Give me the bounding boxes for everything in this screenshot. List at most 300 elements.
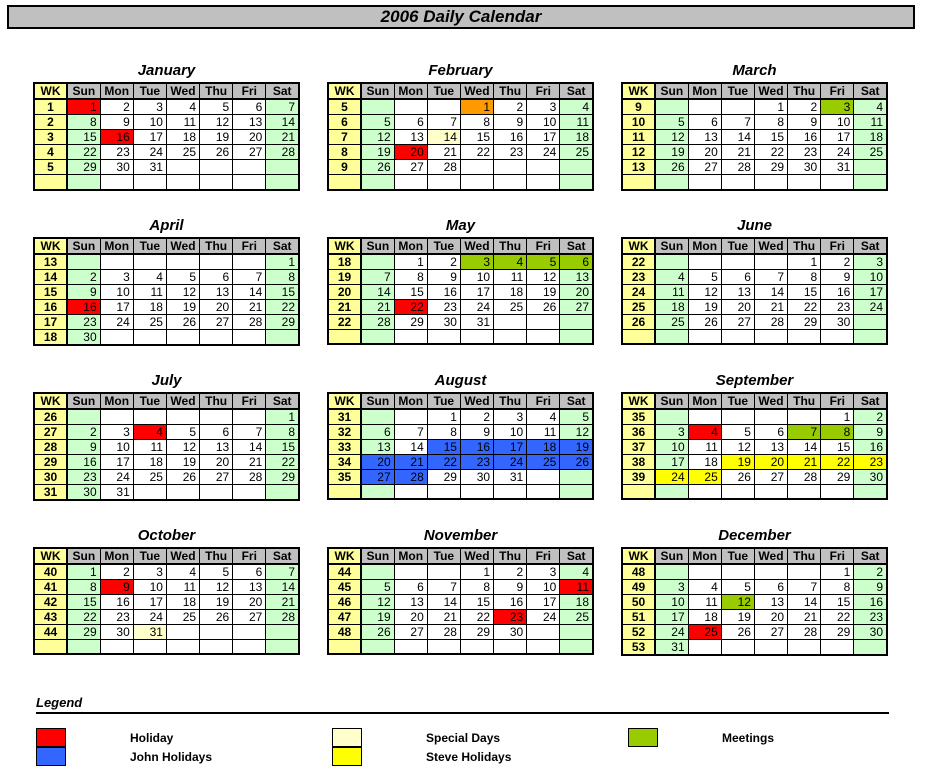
day-cell[interactable]: 2 — [67, 424, 100, 439]
day-cell[interactable]: 28 — [754, 314, 787, 329]
day-cell[interactable]: 21 — [233, 299, 266, 314]
day-cell[interactable] — [67, 254, 100, 270]
day-cell[interactable]: 27 — [394, 624, 427, 639]
day-cell[interactable]: 23 — [67, 469, 100, 484]
day-cell[interactable]: 24 — [821, 145, 854, 160]
day-cell[interactable]: 7 — [266, 564, 299, 580]
day-cell[interactable] — [67, 409, 100, 425]
day-cell[interactable] — [527, 484, 560, 499]
day-cell[interactable]: 27 — [394, 160, 427, 175]
day-cell[interactable] — [655, 254, 688, 270]
day-cell[interactable]: 23 — [67, 314, 100, 329]
day-cell[interactable]: 15 — [394, 284, 427, 299]
day-cell[interactable]: 18 — [166, 130, 199, 145]
day-cell[interactable]: 22 — [460, 145, 493, 160]
day-cell[interactable] — [266, 484, 299, 500]
day-cell[interactable]: 18 — [133, 299, 166, 314]
day-cell[interactable] — [494, 484, 527, 499]
day-cell[interactable]: 8 — [821, 424, 854, 439]
day-cell[interactable]: 1 — [266, 409, 299, 425]
day-cell[interactable]: 28 — [266, 609, 299, 624]
day-cell[interactable]: 28 — [788, 624, 821, 639]
day-cell[interactable] — [361, 99, 394, 115]
day-cell[interactable]: 4 — [527, 409, 560, 425]
day-cell[interactable]: 13 — [754, 594, 787, 609]
day-cell[interactable]: 19 — [361, 609, 394, 624]
day-cell[interactable] — [67, 175, 100, 190]
day-cell[interactable]: 12 — [200, 579, 233, 594]
day-cell[interactable] — [361, 484, 394, 499]
day-cell[interactable]: 7 — [233, 269, 266, 284]
day-cell[interactable]: 17 — [821, 130, 854, 145]
day-cell[interactable]: 13 — [233, 579, 266, 594]
day-cell[interactable]: 19 — [655, 145, 688, 160]
day-cell[interactable]: 16 — [854, 594, 887, 609]
day-cell[interactable]: 28 — [394, 469, 427, 484]
day-cell[interactable]: 19 — [721, 609, 754, 624]
day-cell[interactable]: 7 — [721, 115, 754, 130]
day-cell[interactable]: 17 — [854, 284, 887, 299]
day-cell[interactable]: 28 — [266, 145, 299, 160]
day-cell[interactable] — [754, 484, 787, 499]
day-cell[interactable] — [266, 175, 299, 190]
day-cell[interactable]: 14 — [788, 439, 821, 454]
day-cell[interactable]: 6 — [394, 115, 427, 130]
day-cell[interactable]: 2 — [854, 564, 887, 580]
day-cell[interactable]: 27 — [233, 145, 266, 160]
day-cell[interactable]: 28 — [427, 160, 460, 175]
day-cell[interactable] — [560, 469, 593, 484]
day-cell[interactable] — [233, 484, 266, 500]
day-cell[interactable]: 3 — [100, 424, 133, 439]
day-cell[interactable]: 31 — [655, 639, 688, 655]
day-cell[interactable]: 8 — [67, 115, 100, 130]
day-cell[interactable]: 4 — [688, 424, 721, 439]
day-cell[interactable] — [361, 254, 394, 270]
day-cell[interactable]: 1 — [460, 99, 493, 115]
day-cell[interactable]: 31 — [821, 160, 854, 175]
day-cell[interactable]: 21 — [788, 454, 821, 469]
day-cell[interactable]: 25 — [527, 454, 560, 469]
day-cell[interactable]: 26 — [721, 469, 754, 484]
day-cell[interactable]: 31 — [133, 624, 166, 639]
day-cell[interactable]: 26 — [688, 314, 721, 329]
day-cell[interactable] — [788, 409, 821, 425]
day-cell[interactable]: 6 — [688, 115, 721, 130]
day-cell[interactable]: 4 — [688, 579, 721, 594]
day-cell[interactable]: 21 — [721, 145, 754, 160]
day-cell[interactable]: 29 — [394, 314, 427, 329]
day-cell[interactable]: 7 — [233, 424, 266, 439]
day-cell[interactable]: 16 — [854, 439, 887, 454]
day-cell[interactable]: 10 — [494, 424, 527, 439]
day-cell[interactable]: 25 — [854, 145, 887, 160]
day-cell[interactable] — [166, 484, 199, 500]
day-cell[interactable]: 7 — [788, 579, 821, 594]
day-cell[interactable] — [361, 639, 394, 654]
day-cell[interactable] — [133, 329, 166, 345]
day-cell[interactable]: 21 — [361, 299, 394, 314]
day-cell[interactable]: 15 — [754, 130, 787, 145]
day-cell[interactable]: 16 — [67, 299, 100, 314]
day-cell[interactable]: 27 — [361, 469, 394, 484]
day-cell[interactable]: 26 — [361, 160, 394, 175]
day-cell[interactable]: 21 — [788, 609, 821, 624]
day-cell[interactable]: 23 — [854, 454, 887, 469]
day-cell[interactable]: 9 — [460, 424, 493, 439]
day-cell[interactable]: 20 — [560, 284, 593, 299]
day-cell[interactable]: 14 — [233, 284, 266, 299]
day-cell[interactable] — [200, 484, 233, 500]
day-cell[interactable]: 18 — [854, 130, 887, 145]
day-cell[interactable]: 4 — [494, 254, 527, 270]
day-cell[interactable]: 2 — [100, 564, 133, 580]
day-cell[interactable]: 1 — [67, 99, 100, 115]
day-cell[interactable]: 8 — [821, 579, 854, 594]
day-cell[interactable] — [721, 99, 754, 115]
day-cell[interactable]: 26 — [166, 469, 199, 484]
day-cell[interactable]: 30 — [100, 624, 133, 639]
day-cell[interactable]: 10 — [133, 115, 166, 130]
day-cell[interactable]: 13 — [394, 130, 427, 145]
day-cell[interactable] — [133, 639, 166, 654]
day-cell[interactable]: 2 — [821, 254, 854, 270]
day-cell[interactable]: 24 — [100, 469, 133, 484]
day-cell[interactable] — [200, 175, 233, 190]
day-cell[interactable] — [427, 639, 460, 654]
day-cell[interactable]: 12 — [721, 594, 754, 609]
day-cell[interactable]: 9 — [427, 269, 460, 284]
day-cell[interactable]: 5 — [200, 99, 233, 115]
day-cell[interactable]: 19 — [361, 145, 394, 160]
day-cell[interactable] — [854, 314, 887, 329]
day-cell[interactable]: 9 — [821, 269, 854, 284]
day-cell[interactable]: 25 — [166, 145, 199, 160]
day-cell[interactable] — [394, 175, 427, 190]
day-cell[interactable]: 3 — [494, 409, 527, 425]
day-cell[interactable]: 15 — [460, 130, 493, 145]
day-cell[interactable]: 11 — [688, 594, 721, 609]
day-cell[interactable]: 20 — [361, 454, 394, 469]
day-cell[interactable] — [655, 484, 688, 499]
day-cell[interactable]: 22 — [266, 454, 299, 469]
day-cell[interactable] — [361, 564, 394, 580]
day-cell[interactable]: 25 — [655, 314, 688, 329]
day-cell[interactable]: 23 — [100, 609, 133, 624]
day-cell[interactable]: 26 — [655, 160, 688, 175]
day-cell[interactable]: 30 — [100, 160, 133, 175]
day-cell[interactable]: 12 — [655, 130, 688, 145]
day-cell[interactable] — [394, 484, 427, 499]
day-cell[interactable] — [721, 175, 754, 190]
day-cell[interactable]: 20 — [200, 454, 233, 469]
day-cell[interactable]: 10 — [655, 439, 688, 454]
day-cell[interactable]: 26 — [527, 299, 560, 314]
day-cell[interactable]: 18 — [560, 594, 593, 609]
day-cell[interactable]: 15 — [427, 439, 460, 454]
day-cell[interactable]: 13 — [200, 284, 233, 299]
day-cell[interactable] — [100, 409, 133, 425]
day-cell[interactable] — [655, 99, 688, 115]
day-cell[interactable]: 7 — [361, 269, 394, 284]
day-cell[interactable]: 8 — [266, 424, 299, 439]
day-cell[interactable]: 8 — [754, 115, 787, 130]
day-cell[interactable] — [394, 564, 427, 580]
day-cell[interactable]: 13 — [754, 439, 787, 454]
day-cell[interactable] — [133, 409, 166, 425]
day-cell[interactable]: 9 — [494, 115, 527, 130]
day-cell[interactable]: 8 — [266, 269, 299, 284]
day-cell[interactable]: 11 — [688, 439, 721, 454]
day-cell[interactable]: 23 — [460, 454, 493, 469]
day-cell[interactable] — [754, 329, 787, 344]
day-cell[interactable]: 3 — [133, 564, 166, 580]
day-cell[interactable] — [200, 329, 233, 345]
day-cell[interactable]: 12 — [721, 439, 754, 454]
day-cell[interactable]: 29 — [67, 160, 100, 175]
day-cell[interactable]: 1 — [427, 409, 460, 425]
day-cell[interactable]: 4 — [560, 99, 593, 115]
day-cell[interactable]: 24 — [100, 314, 133, 329]
day-cell[interactable] — [655, 409, 688, 425]
day-cell[interactable]: 20 — [721, 299, 754, 314]
day-cell[interactable]: 30 — [427, 314, 460, 329]
day-cell[interactable] — [721, 484, 754, 499]
day-cell[interactable]: 19 — [688, 299, 721, 314]
day-cell[interactable] — [721, 409, 754, 425]
day-cell[interactable] — [688, 254, 721, 270]
day-cell[interactable]: 12 — [688, 284, 721, 299]
day-cell[interactable]: 27 — [200, 314, 233, 329]
day-cell[interactable]: 1 — [394, 254, 427, 270]
day-cell[interactable]: 6 — [233, 564, 266, 580]
day-cell[interactable] — [361, 329, 394, 344]
day-cell[interactable]: 16 — [100, 130, 133, 145]
day-cell[interactable]: 27 — [754, 624, 787, 639]
day-cell[interactable]: 20 — [233, 594, 266, 609]
day-cell[interactable]: 11 — [166, 579, 199, 594]
day-cell[interactable]: 24 — [854, 299, 887, 314]
day-cell[interactable] — [527, 314, 560, 329]
day-cell[interactable]: 6 — [754, 579, 787, 594]
day-cell[interactable] — [821, 329, 854, 344]
day-cell[interactable]: 9 — [100, 115, 133, 130]
day-cell[interactable]: 21 — [427, 145, 460, 160]
day-cell[interactable] — [100, 639, 133, 654]
day-cell[interactable] — [788, 175, 821, 190]
day-cell[interactable]: 8 — [460, 115, 493, 130]
day-cell[interactable]: 25 — [688, 624, 721, 639]
day-cell[interactable]: 13 — [200, 439, 233, 454]
day-cell[interactable]: 3 — [821, 99, 854, 115]
day-cell[interactable] — [560, 329, 593, 344]
day-cell[interactable]: 4 — [560, 564, 593, 580]
day-cell[interactable] — [233, 409, 266, 425]
day-cell[interactable]: 6 — [361, 424, 394, 439]
day-cell[interactable] — [854, 160, 887, 175]
day-cell[interactable]: 16 — [821, 284, 854, 299]
day-cell[interactable]: 23 — [494, 145, 527, 160]
day-cell[interactable] — [460, 329, 493, 344]
day-cell[interactable]: 2 — [67, 269, 100, 284]
day-cell[interactable] — [100, 329, 133, 345]
day-cell[interactable]: 28 — [721, 160, 754, 175]
day-cell[interactable] — [266, 624, 299, 639]
day-cell[interactable]: 11 — [560, 115, 593, 130]
day-cell[interactable]: 24 — [655, 469, 688, 484]
day-cell[interactable]: 10 — [133, 579, 166, 594]
day-cell[interactable] — [233, 639, 266, 654]
day-cell[interactable]: 29 — [821, 469, 854, 484]
day-cell[interactable]: 28 — [361, 314, 394, 329]
day-cell[interactable]: 24 — [133, 145, 166, 160]
day-cell[interactable] — [233, 329, 266, 345]
day-cell[interactable] — [233, 254, 266, 270]
day-cell[interactable] — [166, 254, 199, 270]
day-cell[interactable] — [494, 329, 527, 344]
day-cell[interactable]: 31 — [100, 484, 133, 500]
day-cell[interactable]: 11 — [527, 424, 560, 439]
day-cell[interactable]: 16 — [100, 594, 133, 609]
day-cell[interactable]: 29 — [427, 469, 460, 484]
day-cell[interactable]: 21 — [394, 454, 427, 469]
day-cell[interactable]: 2 — [427, 254, 460, 270]
day-cell[interactable]: 30 — [854, 624, 887, 639]
day-cell[interactable]: 5 — [166, 269, 199, 284]
day-cell[interactable] — [655, 175, 688, 190]
day-cell[interactable]: 6 — [394, 579, 427, 594]
day-cell[interactable]: 3 — [133, 99, 166, 115]
day-cell[interactable]: 29 — [460, 624, 493, 639]
day-cell[interactable]: 2 — [100, 99, 133, 115]
day-cell[interactable]: 5 — [655, 115, 688, 130]
day-cell[interactable] — [166, 624, 199, 639]
day-cell[interactable]: 14 — [361, 284, 394, 299]
day-cell[interactable]: 19 — [166, 454, 199, 469]
day-cell[interactable]: 9 — [854, 424, 887, 439]
day-cell[interactable] — [560, 484, 593, 499]
day-cell[interactable] — [361, 409, 394, 425]
day-cell[interactable]: 27 — [233, 609, 266, 624]
day-cell[interactable]: 17 — [460, 284, 493, 299]
day-cell[interactable] — [527, 175, 560, 190]
day-cell[interactable]: 5 — [361, 115, 394, 130]
day-cell[interactable]: 4 — [166, 99, 199, 115]
day-cell[interactable]: 20 — [233, 130, 266, 145]
day-cell[interactable]: 26 — [200, 609, 233, 624]
day-cell[interactable]: 15 — [821, 594, 854, 609]
day-cell[interactable] — [233, 624, 266, 639]
day-cell[interactable]: 15 — [821, 439, 854, 454]
day-cell[interactable]: 7 — [788, 424, 821, 439]
day-cell[interactable]: 5 — [560, 409, 593, 425]
day-cell[interactable]: 6 — [200, 424, 233, 439]
day-cell[interactable]: 22 — [821, 454, 854, 469]
day-cell[interactable] — [721, 639, 754, 655]
day-cell[interactable] — [394, 329, 427, 344]
day-cell[interactable] — [166, 639, 199, 654]
day-cell[interactable] — [788, 639, 821, 655]
day-cell[interactable]: 4 — [854, 99, 887, 115]
day-cell[interactable]: 22 — [67, 609, 100, 624]
day-cell[interactable]: 24 — [460, 299, 493, 314]
day-cell[interactable]: 27 — [721, 314, 754, 329]
day-cell[interactable]: 11 — [166, 115, 199, 130]
day-cell[interactable]: 18 — [133, 454, 166, 469]
day-cell[interactable]: 5 — [721, 424, 754, 439]
day-cell[interactable]: 30 — [788, 160, 821, 175]
day-cell[interactable]: 11 — [494, 269, 527, 284]
day-cell[interactable] — [560, 624, 593, 639]
day-cell[interactable]: 11 — [133, 439, 166, 454]
day-cell[interactable]: 30 — [494, 624, 527, 639]
day-cell[interactable]: 5 — [688, 269, 721, 284]
day-cell[interactable] — [688, 329, 721, 344]
day-cell[interactable]: 19 — [721, 454, 754, 469]
day-cell[interactable]: 9 — [100, 579, 133, 594]
day-cell[interactable]: 5 — [721, 579, 754, 594]
day-cell[interactable] — [200, 160, 233, 175]
day-cell[interactable] — [100, 254, 133, 270]
day-cell[interactable]: 16 — [427, 284, 460, 299]
day-cell[interactable]: 19 — [200, 130, 233, 145]
day-cell[interactable] — [427, 175, 460, 190]
day-cell[interactable] — [560, 314, 593, 329]
day-cell[interactable] — [655, 329, 688, 344]
day-cell[interactable] — [821, 639, 854, 655]
day-cell[interactable]: 30 — [854, 469, 887, 484]
day-cell[interactable]: 29 — [788, 314, 821, 329]
day-cell[interactable] — [266, 329, 299, 345]
day-cell[interactable]: 31 — [494, 469, 527, 484]
day-cell[interactable]: 17 — [655, 609, 688, 624]
day-cell[interactable]: 15 — [460, 594, 493, 609]
day-cell[interactable]: 15 — [67, 130, 100, 145]
day-cell[interactable] — [133, 484, 166, 500]
day-cell[interactable]: 16 — [494, 594, 527, 609]
day-cell[interactable]: 1 — [266, 254, 299, 270]
day-cell[interactable] — [67, 639, 100, 654]
day-cell[interactable]: 7 — [754, 269, 787, 284]
day-cell[interactable]: 8 — [460, 579, 493, 594]
day-cell[interactable]: 17 — [100, 454, 133, 469]
day-cell[interactable]: 20 — [394, 609, 427, 624]
day-cell[interactable]: 9 — [67, 439, 100, 454]
day-cell[interactable] — [427, 329, 460, 344]
day-cell[interactable] — [200, 254, 233, 270]
day-cell[interactable]: 16 — [460, 439, 493, 454]
day-cell[interactable]: 4 — [133, 269, 166, 284]
day-cell[interactable]: 6 — [560, 254, 593, 270]
day-cell[interactable]: 24 — [527, 145, 560, 160]
day-cell[interactable]: 23 — [100, 145, 133, 160]
day-cell[interactable]: 4 — [655, 269, 688, 284]
day-cell[interactable]: 14 — [394, 439, 427, 454]
day-cell[interactable]: 17 — [527, 594, 560, 609]
day-cell[interactable]: 22 — [394, 299, 427, 314]
day-cell[interactable]: 10 — [854, 269, 887, 284]
day-cell[interactable]: 3 — [527, 99, 560, 115]
day-cell[interactable]: 25 — [494, 299, 527, 314]
day-cell[interactable]: 23 — [427, 299, 460, 314]
day-cell[interactable]: 3 — [655, 579, 688, 594]
day-cell[interactable] — [788, 329, 821, 344]
day-cell[interactable] — [721, 254, 754, 270]
day-cell[interactable]: 29 — [67, 624, 100, 639]
day-cell[interactable]: 31 — [133, 160, 166, 175]
day-cell[interactable]: 1 — [788, 254, 821, 270]
day-cell[interactable]: 10 — [527, 579, 560, 594]
